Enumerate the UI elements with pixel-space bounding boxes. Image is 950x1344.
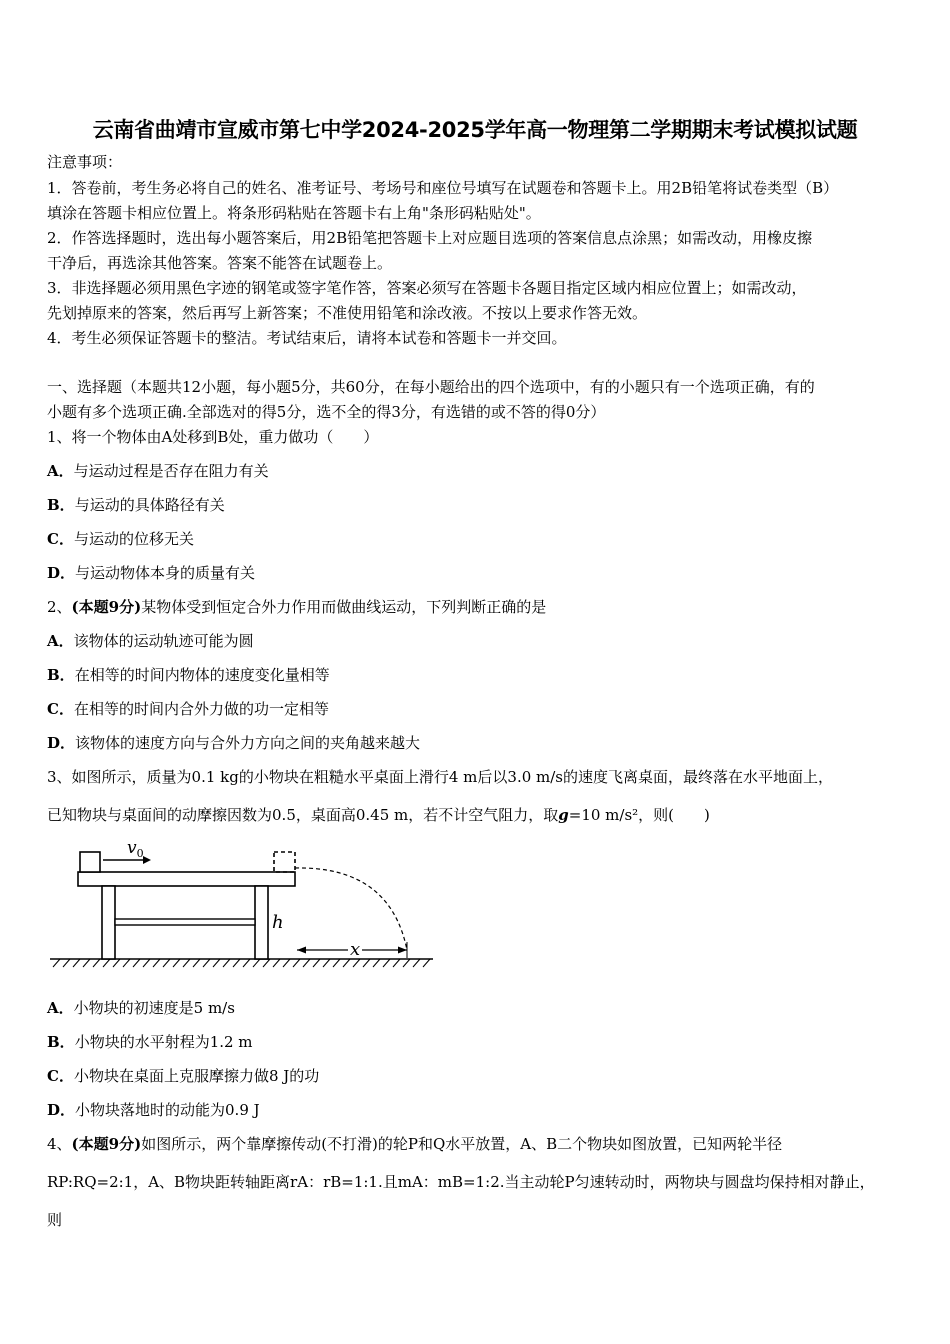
option-letter: C． [47, 530, 74, 548]
option-letter: D． [47, 564, 76, 582]
option-letter: A． [47, 462, 74, 480]
option-letter: B． [47, 666, 75, 684]
option-text: 小物块落地时的动能为0.9 J [75, 1101, 260, 1119]
trajectory-curve [295, 868, 407, 950]
q3-option-c [47, 1066, 319, 1086]
option-text: 与运动过程是否存在阻力有关 [73, 462, 269, 480]
option-text: 该物体的速度方向与合外力方向之间的夹角越来越大 [75, 734, 421, 752]
option-text: 与运动物体本身的质量有关 [75, 564, 256, 582]
option-text: 在相等的时间内物体的速度变化量相等 [74, 666, 330, 684]
q1-stem: 1、将一个物体由A处移到B处，重力做功（ ） [47, 428, 379, 446]
table-crossbar [115, 919, 255, 925]
q4-stem-line3: 则 [47, 1211, 63, 1229]
q2-option-a [47, 631, 254, 651]
velocity-arrowhead [143, 856, 151, 864]
notice-line: 1．答卷前，考生务必将自己的姓名、准考证号、考场号和座位号填写在试题卷和答题卡上。用2B铅笔将试卷类型（B） [47, 179, 839, 197]
option-letter: B． [47, 496, 75, 514]
x-label: x [350, 939, 361, 960]
q1-option-a [47, 461, 269, 481]
section-header-line: 小题有多个选项正确.全部选对的得5分，选不全的得3分，有选错的或不答的得0分） [47, 403, 606, 421]
option-letter: B． [47, 1033, 75, 1051]
block-dashed [274, 852, 295, 872]
option-letter: A． [47, 632, 74, 650]
option-letter: C． [47, 1067, 74, 1085]
option-text: 该物体的运动轨迹可能为圆 [73, 632, 254, 650]
option-letter: D． [47, 1101, 76, 1119]
notice-line: 先划掉原来的答案，然后再写上新答案；不准使用铅笔和涂改液。不按以上要求作答无效。 [47, 304, 648, 322]
q2-option-b [47, 665, 330, 685]
option-letter: C． [47, 700, 74, 718]
option-text: 与运动的位移无关 [73, 530, 194, 548]
notice-line: 4．考生必须保证答题卡的整洁。考试结束后，请将本试卷和答题卡一并交回。 [47, 329, 567, 347]
option-text: 与运动的具体路径有关 [74, 496, 225, 514]
q3-option-a [47, 998, 235, 1018]
q4-number: 4、 [47, 1135, 72, 1153]
q3-option-d [47, 1100, 260, 1120]
gravity-symbol: g [558, 806, 569, 824]
q1-option-d [47, 563, 255, 583]
q2-option-d [47, 733, 420, 753]
q3-stem-text: =10 m/s²，则( ) [568, 806, 710, 824]
option-text: 小物块的初速度是5 m/s [73, 999, 235, 1017]
table-projectile-diagram [45, 838, 437, 968]
x-arrowhead-left [297, 947, 306, 954]
x-arrowhead-right [398, 947, 407, 954]
table-top [78, 872, 295, 886]
q3-stem-text: 已知物块与桌面间的动摩擦因数为0.5，桌面高0.45 m，若不计空气阻力，取 [47, 806, 559, 824]
q1-option-b [47, 495, 225, 515]
notice-line: 干净后，再选涂其他答案。答案不能答在试题卷上。 [47, 254, 393, 272]
q4-stem-text: 如图所示，两个靠摩擦传动(不打滑)的轮P和Q水平放置，A、B二个物块如图放置，已知两轮半径 [141, 1135, 783, 1153]
option-text: 小物块在桌面上克服摩擦力做8 J的功 [73, 1067, 320, 1085]
section-header-line: 一、选择题（本题共12小题，每小题5分，共60分，在每小题给出的四个选项中，有的小题只有一个选项正确，有的 [47, 378, 815, 396]
notice-heading: 注意事项： [47, 153, 123, 171]
q2-number: 2、 [47, 598, 72, 616]
option-letter: D． [47, 734, 76, 752]
q3-option-b [47, 1032, 253, 1052]
v0-label: $v_0$ [127, 838, 144, 860]
notice-line: 填涂在答题卡相应位置上。将条形码粘贴在答题卡右上角"条形码粘贴处"。 [47, 204, 541, 222]
option-text: 在相等的时间内合外力做的功一定相等 [73, 700, 329, 718]
q3-stem-line2 [47, 805, 710, 825]
table-leg-left [102, 886, 115, 959]
q4-stem-line2: RP:RQ=2:1，A、B物块距转轴距离rA：rB=1:1.且mA：mB=1:2.当主动轮P匀速转动时，两物块与圆盘均保持相对静止， [47, 1173, 875, 1191]
q2-score: (本题9分) [71, 598, 142, 616]
q4-stem-line1 [47, 1134, 782, 1154]
ground-hatch [53, 959, 430, 967]
notice-line: 3．非选择题必须用黑色字迹的钢笔或签字笔作答，答案必须写在答题卡各题目指定区域内相应位置上；如需改动， [47, 279, 807, 297]
exam-title: 云南省曲靖市宣威市第七中学2024-2025学年高一物理第二学期期末考试模拟试题 [92, 118, 858, 142]
table-leg-right [255, 886, 268, 959]
notice-line: 2．作答选择题时，选出每小题答案后，用2B铅笔把答题卡上对应题目选项的答案信息点涂黑；如需改动，用橡皮擦 [47, 229, 813, 247]
q1-option-c [47, 529, 194, 549]
block [80, 852, 100, 872]
q2-option-c [47, 699, 329, 719]
option-letter: A． [47, 999, 74, 1017]
option-text: 小物块的水平射程为1.2 m [74, 1033, 253, 1051]
q3-stem-line1: 3、如图所示，质量为0.1 kg的小物块在粗糙水平桌面上滑行4 m后以3.0 m/s的速度飞离桌面，最终落在水平地面上， [47, 768, 833, 786]
q4-score: (本题9分) [71, 1135, 142, 1153]
q2-stem-text: 某物体受到恒定合外力作用而做曲线运动，下列判断正确的是 [141, 598, 547, 616]
q2-stem [47, 597, 546, 617]
h-label: h [272, 912, 284, 933]
